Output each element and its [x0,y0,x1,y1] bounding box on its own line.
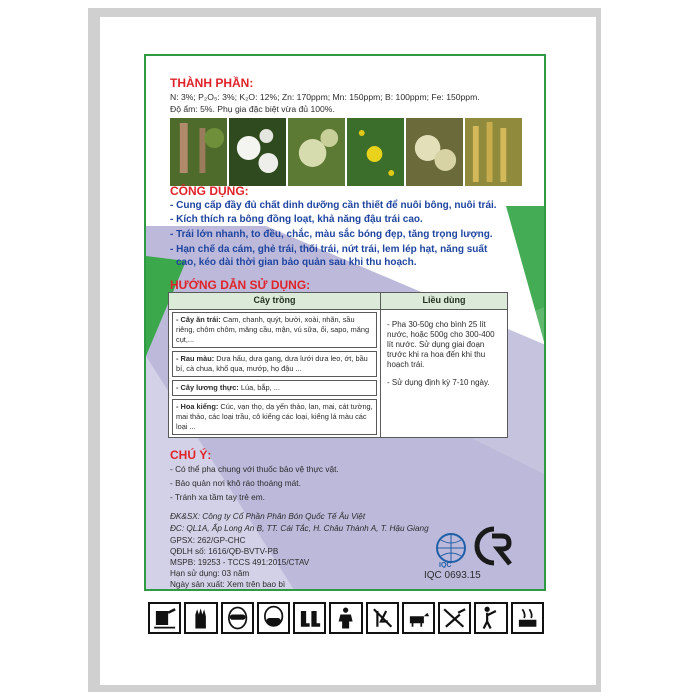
note-item-3: - Tránh xa tầm tay trẻ em. [170,492,265,502]
harmful-to-fish-icon [438,602,471,634]
use-item-4: - Hạn chế da cám, ghẻ trái, thối trái, nứt trái, lem lép hạt, năng suất [170,244,488,255]
ingredients-line-2: Độ ẩm: 5%. Phụ gia đặc biệt vừa đủ 100%. [170,104,335,114]
durian-flowers-photo [406,118,463,186]
crop-row-fruit [172,312,377,348]
rice-grains-photo [465,118,522,186]
usage-table [168,292,508,438]
use-item-1: - Cung cấp đầy đủ chất dinh dưỡng cần thiết để nuôi bông, nuôi trái. [170,200,497,211]
label-back-panel [144,54,546,591]
iqc-logo-text: IQC [439,562,452,568]
crop-row-fruit-label: - Cây ăn trái: [176,315,221,324]
crop-row-vegetable-text: Dưa hấu, dưa gang, dưa lưới dưa leo, ớt, bầu bí, cà chua, khổ qua, mướp, họ đậu ... [176,354,368,373]
instructions-heading: HƯỚNG DẪN SỬ DỤNG: [170,278,311,292]
no-eating-drinking-icon [366,602,399,634]
ingredients-heading: THÀNH PHẦN: [170,76,254,90]
crop-row-ornamental-text: Cúc, vạn thọ, dạ yến thảo, lan, mai, cát tường, mai thảo, các loại trầu, cô kiểng các loại, kiểng lá màu các loại ... [176,402,373,431]
crop-row-grain-text: Lúa, bắp, ... [240,383,280,392]
circulation-decision: QĐLH số: 1616/QĐ-BVTV-PB [170,547,279,556]
uses-heading: CÔNG DỤNG: [170,184,249,198]
wash-after-use-icon [511,602,544,634]
wear-protective-clothing-icon [329,602,362,634]
dose-interval: - Sử dụng định kỳ 7-10 ngày. [387,378,490,387]
manufacturer-line: ĐK&SX: Công ty Cổ Phần Phân Bón Quốc Tế Âu Việt [170,512,366,521]
expiry-line: Hạn sử dụng: 03 năm [170,569,250,578]
dose-instruction: - Pha 30-50g cho bình 25 lít nước, hoặc 500g cho 300-400 lít nước. Sử dụng giai đoạn trước khi ra hoa đến khi thu hoạch trái. [387,320,495,369]
crop-row-grain-label: - Cây lương thực: [176,383,239,392]
note-item-2: - Bảo quản nơi khô ráo thoáng mát. [170,478,301,488]
iqc-globe-logo [431,532,471,568]
notes-heading: CHÚ Ý: [170,448,212,462]
crop-column-header: Cây trồng [169,293,381,310]
safety-pictograms [148,602,544,636]
dose-cell [381,310,508,438]
crop-row-vegetable [172,351,377,377]
use-item-3: - Trái lớn nhanh, to đều, chắc, màu sắc bóng đẹp, tăng trọng lượng. [170,229,493,240]
dose-column-header: Liều dùng [381,293,508,310]
crop-row-grain [172,380,377,396]
production-license: GPSX: 262/GP-CHC [170,536,246,545]
use-item-2: - Kích thích ra bông đồng loạt, khả năng đậu trái cao. [170,214,423,225]
cr-mark-logo [474,526,514,568]
address-line: ĐC: QL1A, Ấp Long An B, TT. Cái Tắc, H. Châu Thành A, T. Hậu Giang [170,524,429,533]
wear-boots-icon [293,602,326,634]
wear-mask-icon [257,602,290,634]
wear-goggles-icon [221,602,254,634]
iqc-certificate-code: IQC 0693.15 [424,570,481,581]
crop-row-ornamental-label: - Hoa kiểng: [176,402,219,411]
crop-row-vegetable-label: - Rau màu: [176,354,215,363]
note-item-1: - Có thể pha chung với thuốc bảo vệ thực vật. [170,464,339,474]
harmful-to-livestock-icon [402,602,435,634]
crop-row-ornamental [172,399,377,435]
orange-blossom-photo [229,118,286,186]
use-item-4-cont: cao, kéo dài thời gian bảo quản sau khi thu hoạch. [176,257,417,268]
crop-photo-strip [170,118,522,186]
keep-away-warning-icon [474,602,507,634]
yellow-flowers-photo [347,118,404,186]
longan-flowers-photo [288,118,345,186]
wear-gloves-icon [184,602,217,634]
production-date-line: Ngày sản xuất: Xem trên bao bì [170,580,286,589]
crop-list-cell [169,310,381,438]
ingredients-line-1: N: 3%; P₂O₅: 3%; K₂O: 12%; Zn: 170ppm; Mn: 150ppm; B: 100ppm; Fe: 150ppm. [170,92,480,102]
wash-equipment-icon [148,602,181,634]
pepper-flowers-photo [170,118,227,186]
fertilizer-code: MSPB: 19253 - TCCS 491:2015/CTAV [170,558,310,567]
crop-row-fruit-text: Cam, chanh, quýt, bưởi, xoài, nhãn, sầu riêng, chôm chôm, măng cầu, mận, vú sữa, ổi, sapo, măng cụt,... [176,315,370,344]
